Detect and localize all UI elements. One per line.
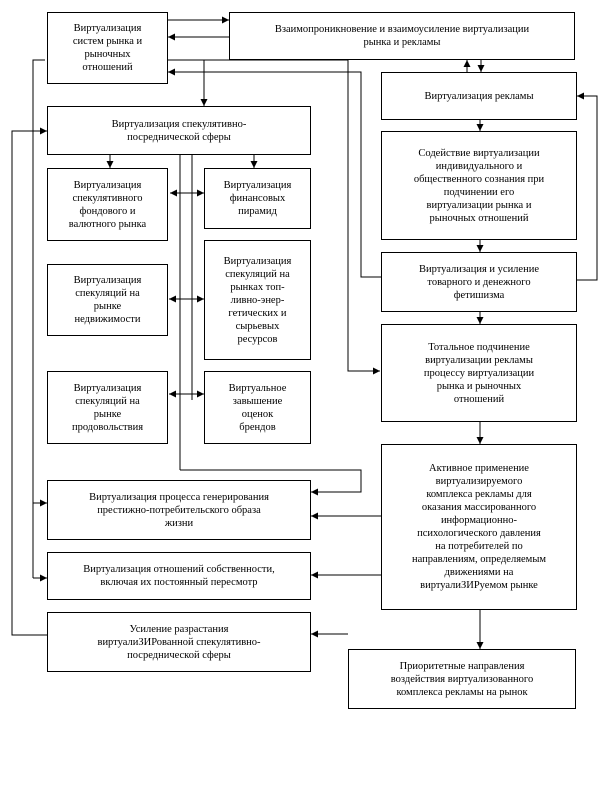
node-lifestyle-label: Виртуализация процесса генерирования престижно-потребительского образа жизни [89, 491, 269, 529]
node-property [47, 552, 311, 600]
left-rail [33, 60, 45, 578]
node-advertising [381, 72, 577, 120]
node-stock [47, 168, 168, 241]
node-brands [204, 371, 311, 444]
node-pyramids-label: Виртуализация финансовых пирамид [223, 180, 292, 217]
node-interpenetration [229, 12, 575, 60]
node-brands-label: Виртуальное завышение оценок брендов [228, 382, 287, 433]
node-growth-label: Усиление разрастания виртуалиЗИРованной спекулятивно- посреднической сферы [97, 623, 261, 661]
node-fetishism-label: Виртуализация и усиление товарного и денежного фетишизма [419, 263, 539, 301]
node-growth [47, 612, 311, 672]
node-real-estate-label: Виртуализация спекуляций на рынке недвижимости [73, 275, 142, 325]
node-lifestyle [47, 480, 311, 540]
node-priority [348, 649, 576, 709]
node-fetishism [381, 252, 577, 312]
node-food [47, 371, 168, 444]
node-fuel [204, 240, 311, 360]
node-property-label: Виртуализация отношений собственности, включая их постоянный пересмотр [83, 564, 275, 588]
node-advertising-label: Виртуализация рекламы [424, 90, 534, 102]
arrow-growth-to-speculative [12, 131, 47, 635]
node-real-estate [47, 264, 168, 336]
node-stock-label: Виртуализация спекулятивного фондового и валютного рынка [68, 179, 147, 230]
node-interpenetration-label: Взаимопроникновение и взаимоусиление виртуализации рынка и рекламы [274, 24, 530, 48]
arrow-market-to-speculative [168, 60, 204, 106]
node-pyramids [204, 168, 311, 229]
node-fuel-label: Виртуализация спекуляций на рынках топ- ливно-энер- гетических и сырьевых ресурсов [223, 255, 292, 345]
node-market [47, 12, 168, 84]
node-consciousness [381, 131, 577, 240]
node-priority-label: Приоритетные направления воздействия виртуализованного комплекса рекламы на рынок [390, 660, 534, 698]
node-active-use-label: Активное применение виртуализируемого комплекса рекламы для оказания массированного информационно- психологического давления на потребителей по направлениям, определяемым движениями на виртуалиЗИРуемом рынке [411, 463, 547, 591]
node-market-label: Виртуализация систем рынка и рыночных отношений [72, 23, 143, 73]
node-consciousness-label: Содействие виртуализации индивидуального и общественного сознания при подчинении его виртуализации рынка и рыночных отношений [413, 147, 545, 224]
node-subordination-label: Тотальное подчинение виртуализации рекламы процессу виртуализации рынка и рыночных отношений [423, 341, 535, 405]
arrow-fetishism-to-advertising [577, 96, 597, 280]
node-speculative-label: Виртуализация спекулятивно- посреднической сферы [111, 118, 247, 143]
node-active-use [381, 444, 577, 610]
node-subordination [381, 324, 577, 422]
node-speculative [47, 106, 311, 155]
node-food-label: Виртуализация спекуляций на рынке продовольствия [71, 382, 144, 433]
